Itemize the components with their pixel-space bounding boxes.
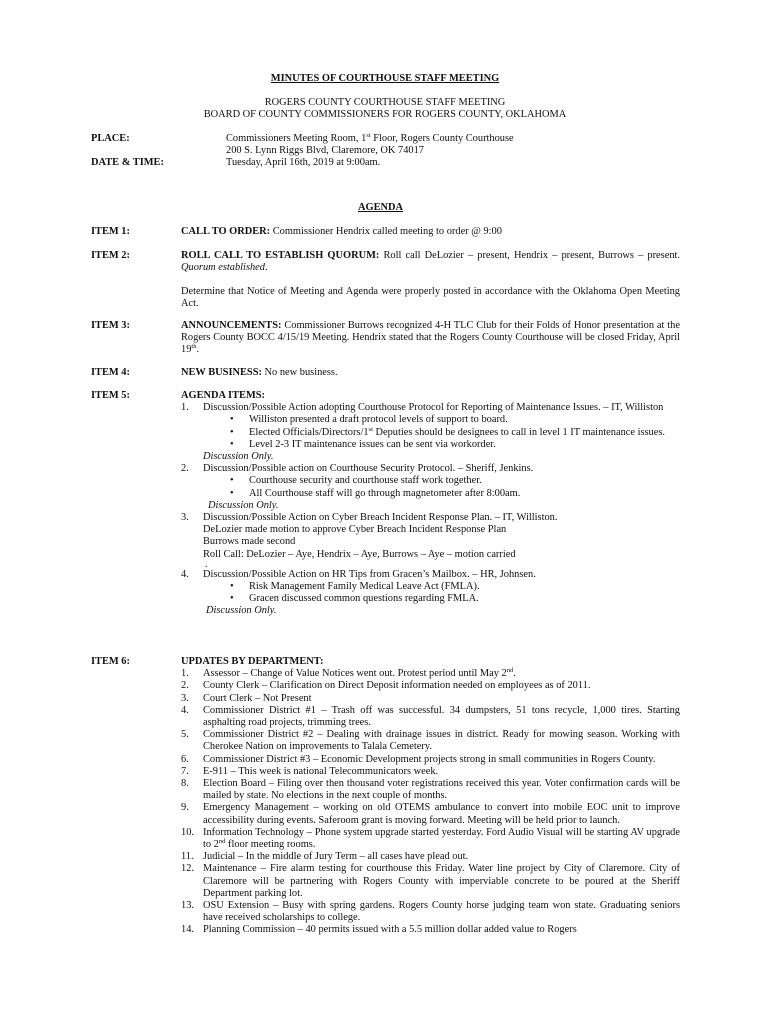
agenda-heading: AGENDA: [358, 202, 404, 213]
department-update-item: 4. Commissioner District #1 – Trash off was successful. 34 dumpsters, 51 tons recycle, 1,000 tires. Starting asphalting road projects, trimming trees.: [181, 704, 680, 729]
item-6-label: ITEM 6:: [91, 656, 130, 667]
item-5-sub-3-period: .: [205, 558, 208, 570]
item-5-sub-2-note: Discussion Only.: [208, 499, 279, 511]
item-3-body: ANNOUNCEMENTS: Commissioner Burrows recognized 4-H TLC Club for their Folds of Honor presentation at the Rogers County BOCC 4/15/19 Meeting. Hendrix stated that the Rogers County Courthouse will be closed Friday, April 19th.: [181, 320, 680, 356]
item-2-label: ITEM 2:: [91, 250, 130, 261]
item-5-body: [181, 390, 680, 618]
item-5-sub-4: 4. Discussion/Possible Action on HR Tips from Gracen’s Mailbox. – HR, Johnsen.: [181, 568, 536, 580]
department-update-item: 8. Election Board – Filing over then thousand voter registrations received this year. Voter confirmation cards will be mailed by state. No elections in the next couple of months.: [181, 778, 680, 802]
department-update-item: 10. Information Technology – Phone system upgrade started yesterday. Ford Audio Visual will be starting AV upgrade to 2nd floor meeting rooms.: [181, 826, 680, 851]
item-5-sub-4-note: Discussion Only.: [206, 605, 277, 617]
item-5-sub-1: 1. Discussion/Possible Action adopting Courthouse Protocol for Reporting of Maintenance Issues. – IT, Williston: [181, 402, 664, 414]
department-update-item: 2. County Clerk – Clarification on Direct Deposit information needed on employees as of 2011.: [181, 680, 591, 692]
item-5-sub-2: 2. Discussion/Possible action on Courthouse Security Protocol. – Sheriff, Jenkins.: [181, 463, 534, 475]
item-6-body: [181, 656, 680, 937]
item-5-sub-3: 3. Discussion/Possible Action on Cyber Breach Incident Response Plan. – IT, Williston.: [181, 512, 558, 524]
place-label: PLACE:: [91, 133, 130, 144]
item-5-heading: AGENDA ITEMS:: [181, 390, 266, 401]
department-update-item: 6. Commissioner District #3 – Economic Development projects strong in small communities in Rogers County.: [181, 753, 656, 765]
item-5-label: ITEM 5:: [91, 390, 130, 401]
department-update-item: 13. OSU Extension – Busy with spring gardens. Rogers County horse judging team won state. Graduating seniors have received scholarships to college.: [181, 900, 680, 924]
item-5-sub-3-second: Burrows made second: [203, 536, 296, 548]
department-update-item: 11. Judicial – In the middle of Jury Term – all cases have plead out.: [181, 851, 469, 863]
item-1-label: ITEM 1:: [91, 226, 130, 237]
item-5-sub-1-bullet-2: • Elected Officials/Directors/1st Deputies should be designees to call in level 1 IT maintenance issues.: [181, 427, 680, 439]
document-subtitle-2: BOARD OF COUNTY COMMISSIONERS FOR ROGERS COUNTY, OKLAHOMA: [203, 109, 567, 120]
item-5-sub-1-bullet-3: • Level 2-3 IT maintenance issues can be sent via workorder.: [181, 439, 680, 451]
item-5-sub-1-note: Discussion Only.: [203, 451, 274, 463]
item-2-body: ROLL CALL TO ESTABLISH QUORUM: Roll call DeLozier – present, Hendrix – present, Burrows – present. Quorum established.: [181, 250, 680, 274]
item-5-sub-4-bullet-1: • Risk Management Family Medical Leave Act (FMLA).: [181, 581, 680, 593]
department-update-item: 1. Assessor – Change of Value Notices went out. Protest period until May 2nd.: [181, 667, 516, 680]
item-2-notice-paragraph: Determine that Notice of Meeting and Agenda were properly posted in accordance with the Oklahoma Open Meeting Act.: [181, 286, 680, 310]
item-4-body: NEW BUSINESS: No new business.: [181, 367, 338, 378]
item-5-sub-3-motion: DeLozier made motion to approve Cyber Breach Incident Response Plan: [203, 524, 507, 536]
document-title: MINUTES OF COURTHOUSE STAFF MEETING: [270, 73, 500, 84]
item-5-sub-3-roll-call: Roll Call: DeLozier – Aye, Hendrix – Aye, Burrows – Aye – motion carried: [203, 548, 516, 560]
department-update-item: 5. Commissioner District #2 – Dealing with drainage issues in district. Ready for mowing season. Working with Cherokee Nation on improvements to Talala Cemetery.: [181, 729, 680, 753]
item-4-label: ITEM 4:: [91, 367, 130, 378]
datetime-label: DATE & TIME:: [91, 157, 164, 168]
department-update-item: 7. E-911 – This week is national Telecommunicators week.: [181, 765, 439, 777]
department-update-item: 9. Emergency Management – working on old OTEMS ambulance to convert into mobile EOC unit to improve accessibility during events. Saferoom grant is moving forward. Meeting will be held prior to launch.: [181, 802, 680, 826]
item-5-sub-2-bullet-1: • Courthouse security and courthouse staff work together.: [181, 475, 680, 487]
department-update-item: 12. Maintenance – Fire alarm testing for courthouse this Friday. Water line project by City of Claremore. City of Claremore will be partnering with Rogers County with imperviable concrete to be poured at the Sheriff Department parking lot.: [181, 863, 680, 899]
item-5-sub-1-bullet-1: • Williston presented a draft protocol levels of support to board.: [181, 414, 680, 426]
item-5-sub-4-bullet-2: • Gracen discussed common questions regarding FMLA.: [181, 593, 680, 605]
datetime-value: Tuesday, April 16th, 2019 at 9:00am.: [226, 157, 381, 168]
place-line-1: Commissioners Meeting Room, 1st Floor, Rogers County Courthouse: [226, 132, 514, 144]
department-updates-list: [181, 668, 680, 936]
department-update-item: 3. Court Clerk – Not Present: [181, 692, 312, 704]
item-1-body: CALL TO ORDER: Commissioner Hendrix called meeting to order @ 9:00: [181, 226, 502, 237]
place-line-2: 200 S. Lynn Riggs Blvd, Claremore, OK 74017: [226, 145, 424, 156]
department-update-item: 14. Planning Commission – 40 permits issued with a 5.5 million dollar added value to Rogers: [181, 924, 577, 936]
item-5-sub-2-bullet-2: • All Courthouse staff will go through magnetometer after 8:00am.: [181, 488, 680, 500]
item-3-label: ITEM 3:: [91, 320, 130, 331]
document-subtitle-1: ROGERS COUNTY COURTHOUSE STAFF MEETING: [264, 97, 506, 108]
item-6-heading: UPDATES BY DEPARTMENT:: [181, 656, 324, 667]
